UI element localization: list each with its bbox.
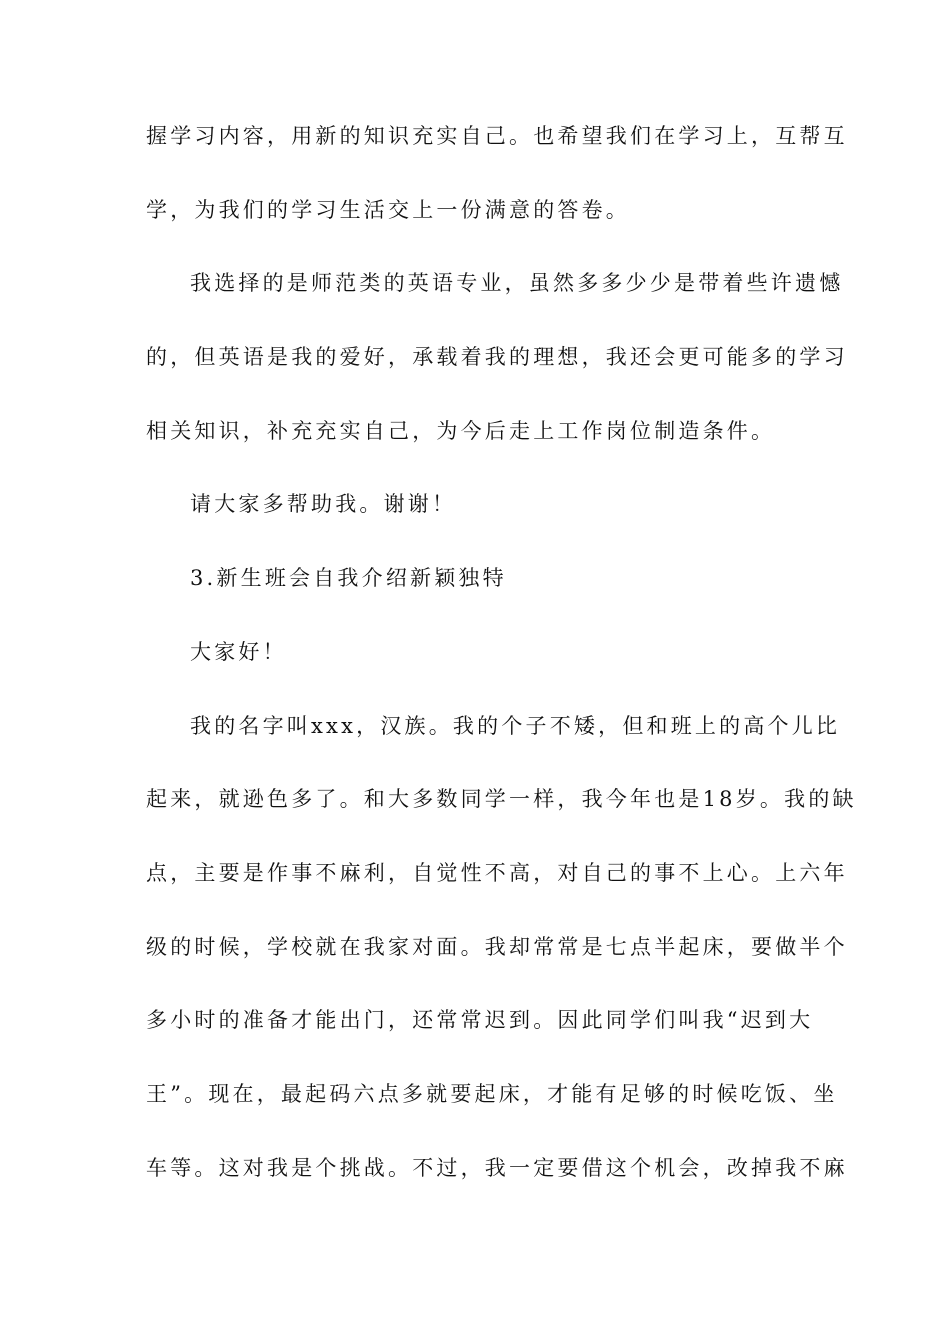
text-line: 的，但英语是我的爱好，承载着我的理想，我还会更可能多的学习	[146, 345, 848, 370]
text-line: 级的时候，学校就在我家对面。我却常常是七点半起床，要做半个	[146, 934, 848, 959]
paragraph-start-line: 我选择的是师范类的英语专业，虽然多多少少是带着些许遗憾	[190, 271, 844, 296]
text-line: 握学习内容，用新的知识充实自己。也希望我们在学习上，互帮互	[146, 124, 848, 148]
section-heading: 3.新生班会自我介绍新颖独特	[190, 566, 507, 591]
text-line: 多小时的准备才能出门，还常常迟到。因此同学们叫我“迟到大	[146, 1008, 814, 1033]
text-line: 学，为我们的学习生活交上一份满意的答卷。	[146, 197, 630, 222]
text-line: 王”。现在，最起码六点多就要起床，才能有足够的时候吃饭、坐	[146, 1081, 838, 1106]
text-line: 起来，就逊色多了。和大多数同学一样，我今年也是18岁。我的缺	[146, 787, 857, 812]
paragraph-start-line: 我的名字叫xxx，汉族。我的个子不矮，但和班上的高个儿比	[190, 713, 841, 738]
paragraph-start-line: 请大家多帮助我。谢谢！	[190, 492, 457, 517]
greeting-line: 大家好！	[190, 639, 287, 664]
text-line: 车等。这对我是个挑战。不过，我一定要借这个机会，改掉我不麻	[146, 1155, 848, 1180]
document-body	[146, 118, 857, 1223]
text-line: 相关知识，补充充实自己，为今后走上工作岗位制造条件。	[146, 418, 776, 443]
text-line: 点，主要是作事不麻利，自觉性不高，对自己的事不上心。上六年	[146, 860, 848, 885]
